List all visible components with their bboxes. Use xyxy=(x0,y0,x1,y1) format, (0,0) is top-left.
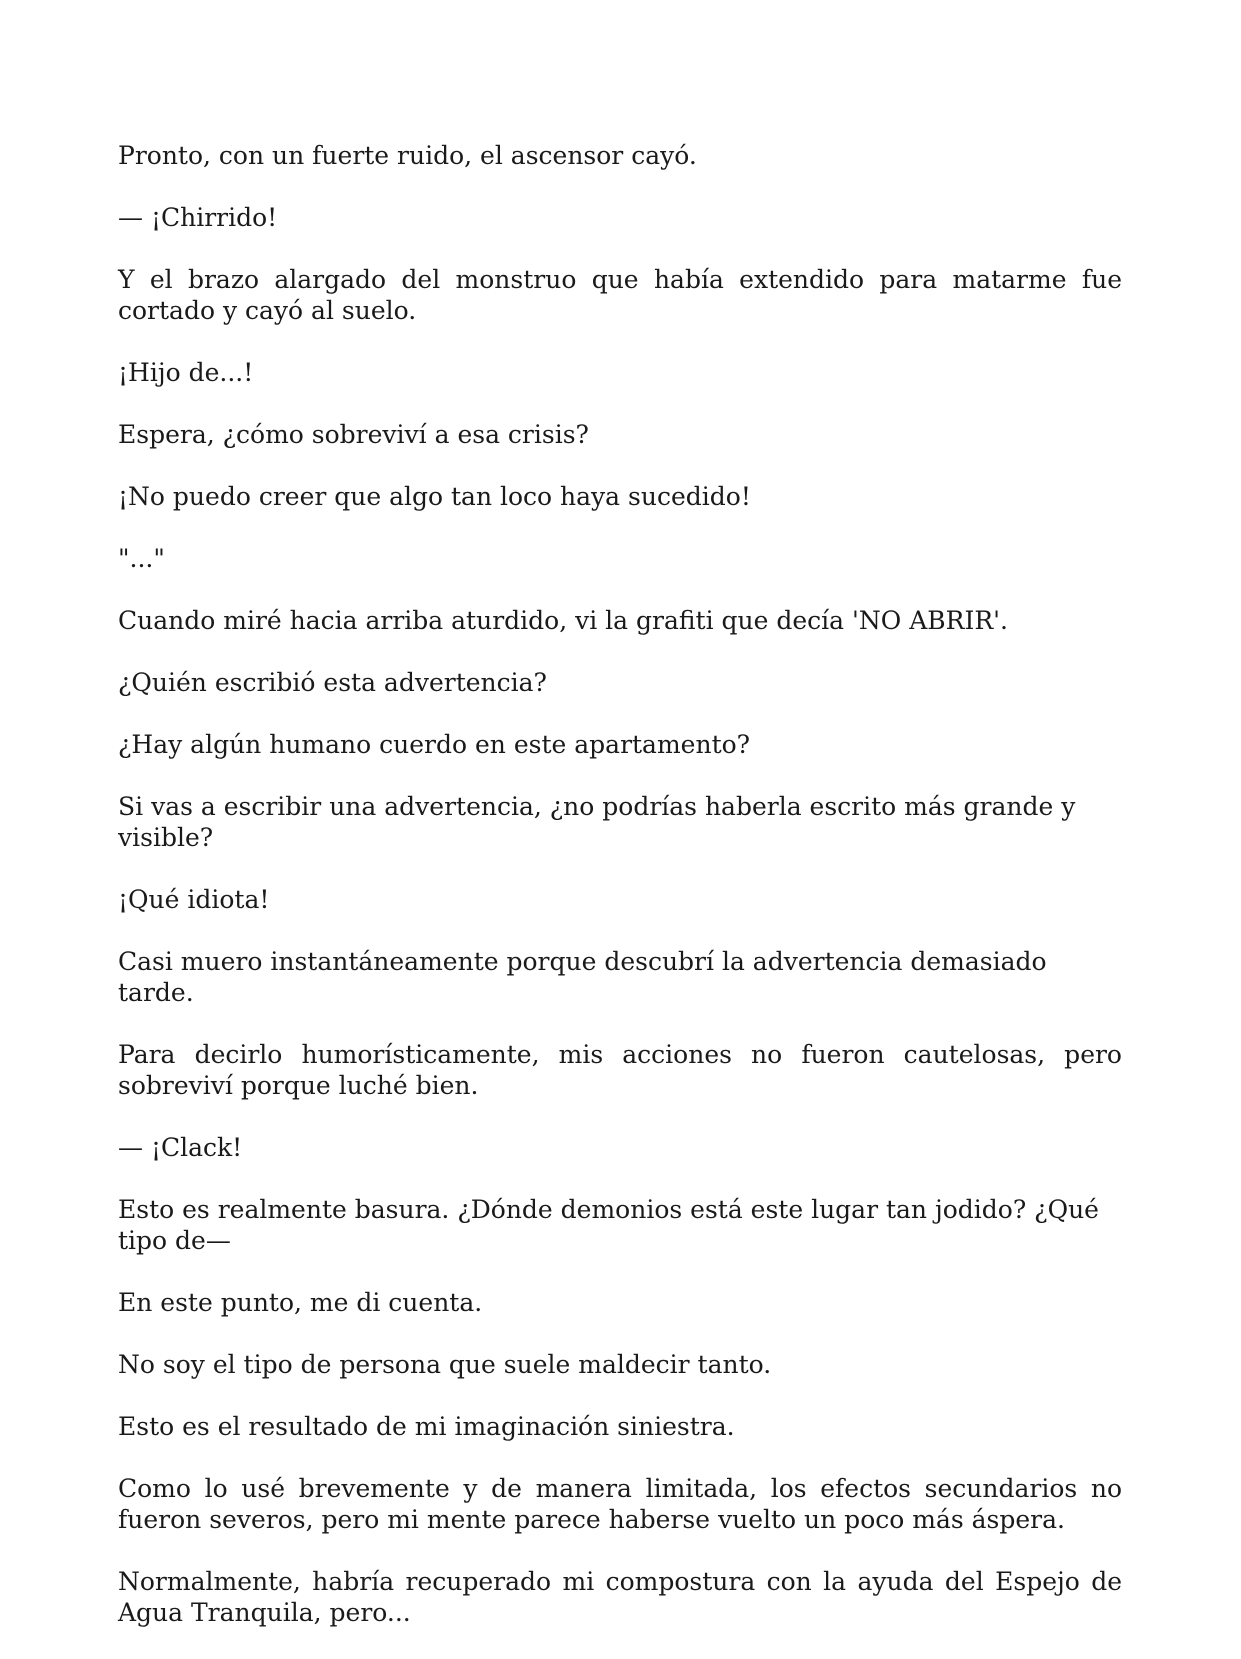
paragraph: Cuando miré hacia arriba aturdido, vi la grafiti que decía 'NO ABRIR'. xyxy=(118,606,1008,635)
paragraph: No soy el tipo de persona que suele maldecir tanto. xyxy=(118,1350,772,1379)
paragraph: Si vas a escribir una advertencia, ¿no podrías haberla escrito más grande y visible? xyxy=(118,792,1076,852)
paragraph: — ¡Chirrido! xyxy=(118,203,278,232)
paragraph: ¿Hay algún humano cuerdo en este apartamento? xyxy=(118,730,751,759)
paragraph: Como lo usé brevemente y de manera limitada, los efectos secundarios no fueron severos, pero mi mente parece haberse vuelto un poco más áspera. xyxy=(118,1474,1122,1534)
paragraph: Esto es realmente basura. ¿Dónde demonios está este lugar tan jodido? ¿Qué tipo de— xyxy=(118,1195,1099,1255)
paragraph: — ¡Clack! xyxy=(118,1133,243,1162)
paragraph: Casi muero instantáneamente porque descubrí la advertencia demasiado tarde. xyxy=(118,947,1047,1007)
paragraph: ¡Hijo de...! xyxy=(118,358,254,387)
paragraph: Normalmente, habría recuperado mi compostura con la ayuda del Espejo de Agua Tranquila, pero... xyxy=(118,1567,1122,1627)
paragraph: ¿Quién escribió esta advertencia? xyxy=(118,668,547,697)
paragraph: "..." xyxy=(118,544,165,573)
paragraph: Pronto, con un fuerte ruido, el ascensor cayó. xyxy=(118,141,697,170)
paragraph: Esto es el resultado de mi imaginación siniestra. xyxy=(118,1412,735,1441)
document-body xyxy=(118,140,1122,1659)
paragraph: ¡Qué idiota! xyxy=(118,885,270,914)
paragraph: En este punto, me di cuenta. xyxy=(118,1288,483,1317)
paragraph: Para decirlo humorísticamente, mis acciones no fueron cautelosas, pero sobreviví porque luché bien. xyxy=(118,1040,1122,1100)
paragraph: ¡No puedo creer que algo tan loco haya sucedido! xyxy=(118,482,751,511)
paragraph: Espera, ¿cómo sobreviví a esa crisis? xyxy=(118,420,589,449)
paragraph: Y el brazo alargado del monstruo que había extendido para matarme fue cortado y cayó al suelo. xyxy=(118,265,1122,325)
